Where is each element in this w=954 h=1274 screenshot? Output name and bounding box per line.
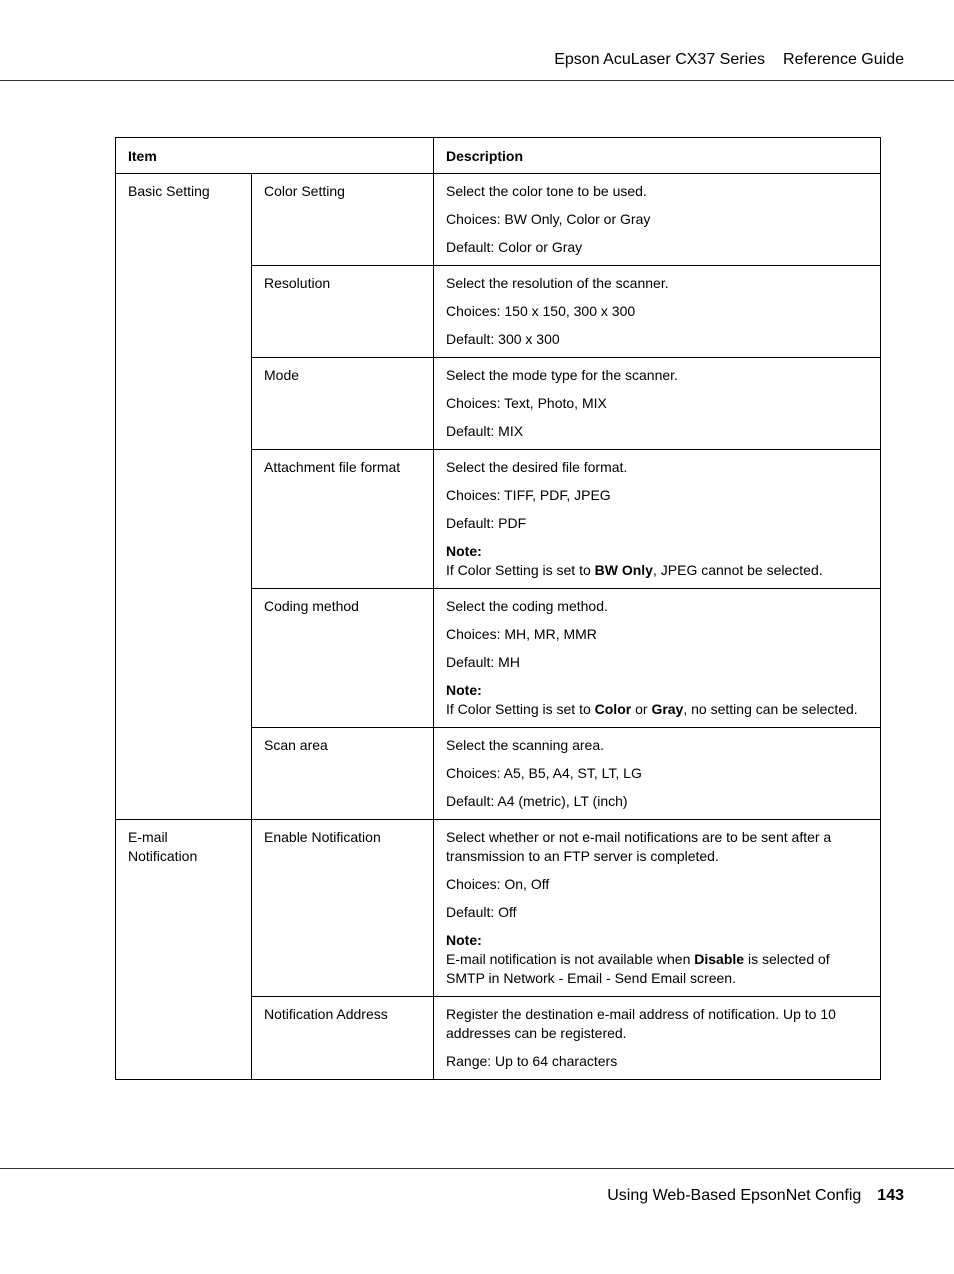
- description-cell: [434, 820, 881, 997]
- settings-table: [115, 137, 881, 1080]
- description-cell: [434, 450, 881, 589]
- note: [446, 931, 868, 988]
- note-label: Note:: [446, 543, 482, 559]
- description-cell: [434, 358, 881, 450]
- item-cell: Enable Notification: [252, 820, 434, 997]
- note-text: , no setting can be selected.: [683, 701, 858, 717]
- description-line: Select the mode type for the scanner.: [446, 367, 678, 383]
- table-row: [116, 820, 881, 997]
- table-row: [116, 174, 881, 266]
- page-header: [554, 51, 904, 69]
- description-line: Select the coding method.: [446, 598, 608, 614]
- header-divider: [0, 80, 954, 81]
- item-cell: Scan area: [252, 728, 434, 820]
- description-cell: [434, 589, 881, 728]
- choices-line: Choices: On, Off: [446, 876, 550, 892]
- choices-line: Choices: BW Only, Color or Gray: [446, 211, 651, 227]
- item-cell: Coding method: [252, 589, 434, 728]
- default-line: Default: 300 x 300: [446, 331, 560, 347]
- table-header-row: [116, 138, 881, 174]
- item-cell: Color Setting: [252, 174, 434, 266]
- column-header-description: Description: [434, 138, 881, 174]
- note-text: E-mail notification is not available when: [446, 951, 695, 967]
- description-line: Select the resolution of the scanner.: [446, 275, 669, 291]
- description-cell: [434, 266, 881, 358]
- group-name-line: Notification: [128, 848, 198, 864]
- note-text: If Color Setting is set to: [446, 562, 595, 578]
- section-title: Using Web-Based EpsonNet Config: [607, 1187, 862, 1204]
- item-cell: Notification Address: [252, 997, 434, 1080]
- footer-divider: [0, 1168, 954, 1169]
- guide-name: Reference Guide: [783, 51, 904, 68]
- default-line: Default: Color or Gray: [446, 239, 583, 255]
- group-cell-email-notification: [116, 820, 252, 1080]
- description-cell: [434, 174, 881, 266]
- default-line: Default: MIX: [446, 423, 524, 439]
- default-line: Default: PDF: [446, 515, 527, 531]
- choices-line: Choices: Text, Photo, MIX: [446, 395, 607, 411]
- note-emphasis: Color: [594, 701, 632, 717]
- choices-line: Choices: 150 x 150, 300 x 300: [446, 303, 636, 319]
- default-line: Default: Off: [446, 904, 517, 920]
- group-name-line: E-mail: [128, 829, 168, 845]
- choices-line: Choices: MH, MR, MMR: [446, 626, 597, 642]
- item-cell: Mode: [252, 358, 434, 450]
- range-line: Range: Up to 64 characters: [446, 1053, 618, 1069]
- description-line: Select the scanning area.: [446, 737, 605, 753]
- note-label: Note:: [446, 932, 482, 948]
- note-emphasis: Disable: [694, 951, 745, 967]
- description-line: Select whether or not e-mail notifications are to be sent after a transmission to an FTP server is completed.: [446, 829, 832, 864]
- note-text: If Color Setting is set to: [446, 701, 595, 717]
- group-cell-basic-setting: Basic Setting: [116, 174, 252, 820]
- description-cell: [434, 997, 881, 1080]
- description-cell: [434, 728, 881, 820]
- note-text: or: [631, 701, 652, 717]
- column-header-item: Item: [116, 138, 434, 174]
- page-number: 143: [877, 1187, 904, 1204]
- description-line: Select the desired file format.: [446, 459, 628, 475]
- description-line: Select the color tone to be used.: [446, 183, 647, 199]
- product-name: Epson AcuLaser CX37 Series: [554, 51, 766, 68]
- choices-line: Choices: TIFF, PDF, JPEG: [446, 487, 611, 503]
- choices-line: Choices: A5, B5, A4, ST, LT, LG: [446, 765, 642, 781]
- note-label: Note:: [446, 682, 482, 698]
- page-footer: [607, 1187, 904, 1205]
- note-emphasis: Gray: [651, 701, 684, 717]
- default-line: Default: A4 (metric), LT (inch): [446, 793, 628, 809]
- note: [446, 542, 868, 580]
- item-cell: Attachment file format: [252, 450, 434, 589]
- note-text: , JPEG cannot be selected.: [652, 562, 823, 578]
- description-line: Register the destination e-mail address of notification. Up to 10 addresses can be registered.: [446, 1006, 836, 1041]
- item-cell: Resolution: [252, 266, 434, 358]
- note-text: is selected of SMTP in Network - Email - Send Email screen.: [446, 951, 830, 986]
- default-line: Default: MH: [446, 654, 520, 670]
- note-emphasis: BW Only: [594, 562, 653, 578]
- note: [446, 681, 868, 719]
